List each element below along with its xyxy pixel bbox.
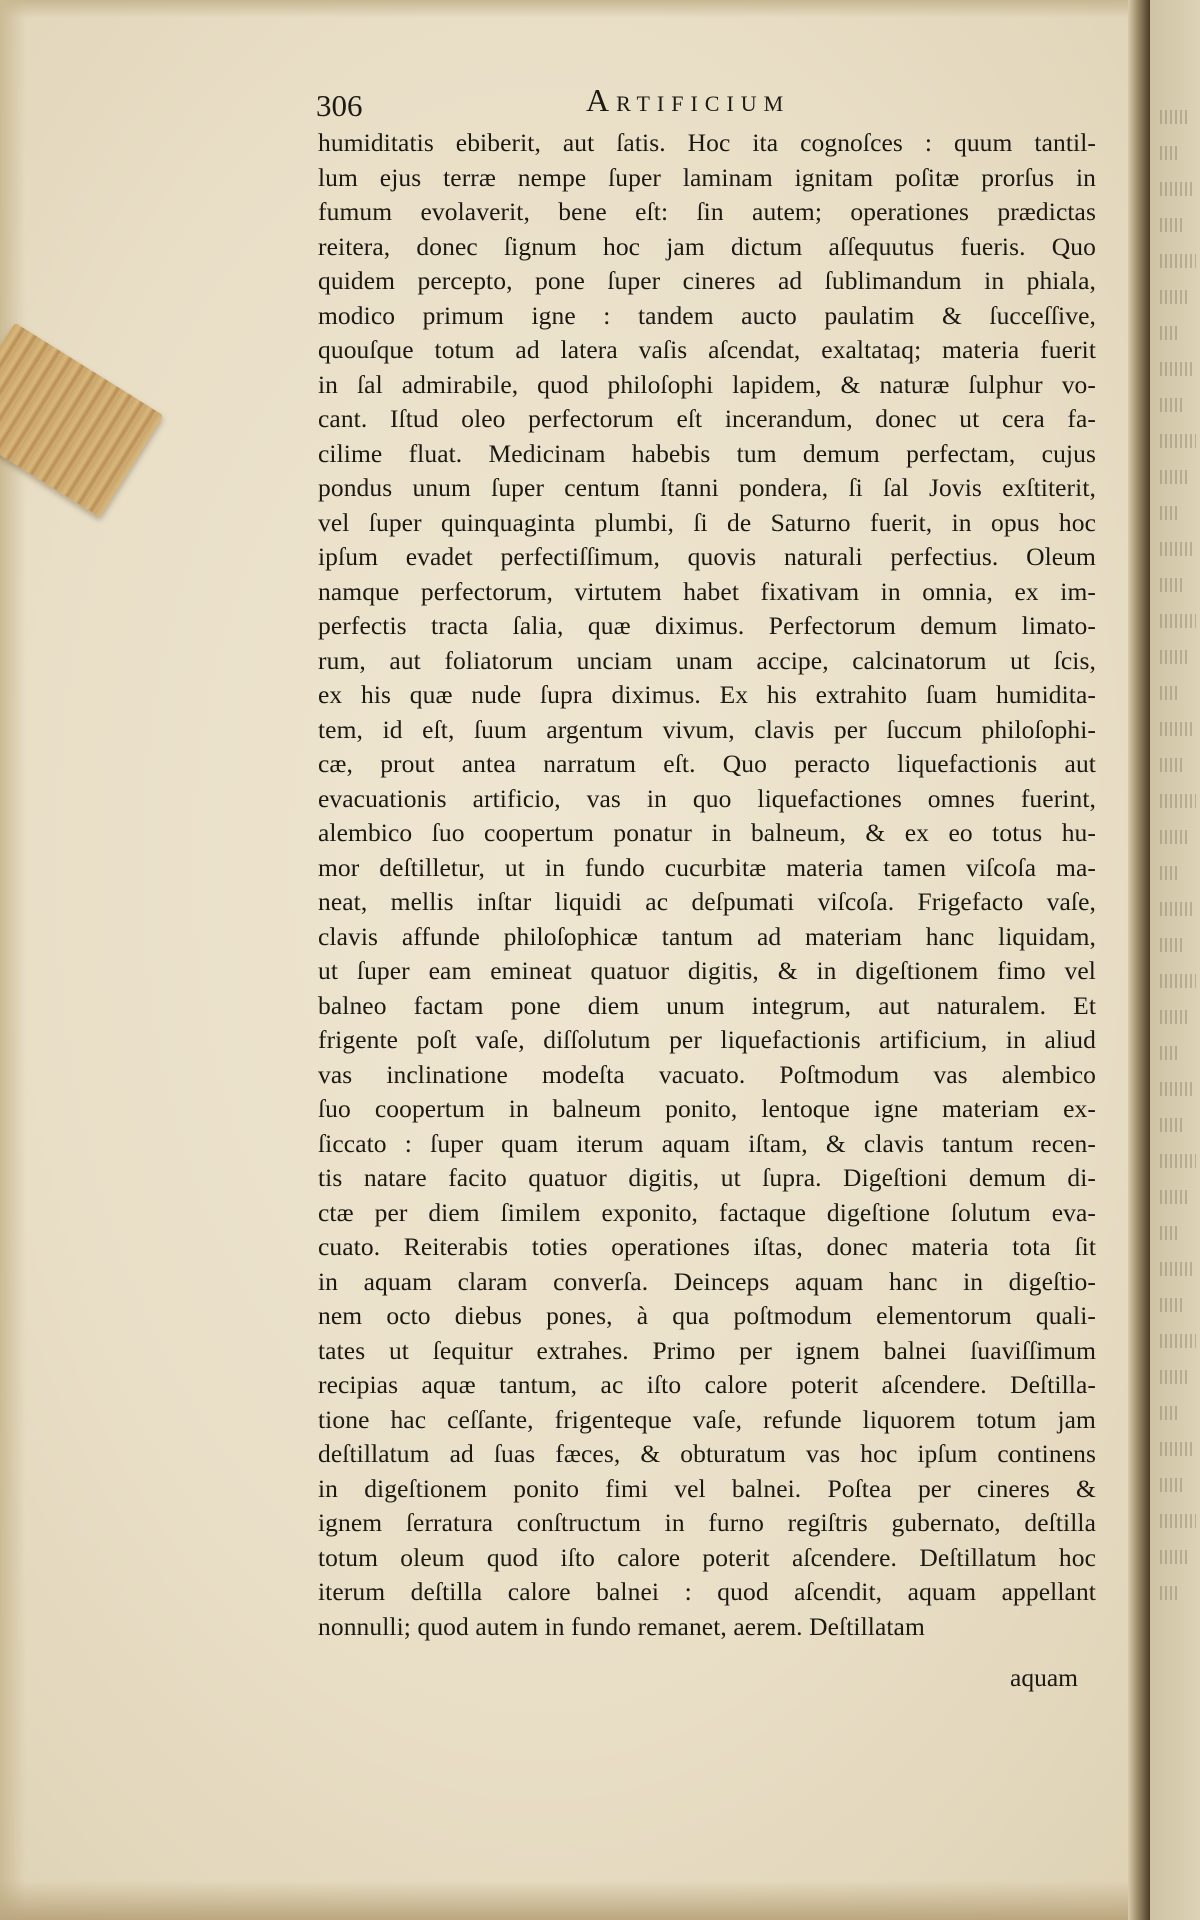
text-line: alembico ſuo coopertum ponatur in balneum, & ex eo totus hu- (318, 818, 1096, 847)
text-line: quidem percepto, pone ſuper cineres ad ſublimandum in phiala, (318, 266, 1096, 295)
running-head (316, 82, 1096, 122)
adjacent-text-fragment (1160, 1118, 1184, 1132)
adjacent-text-fragment (1160, 650, 1188, 664)
adjacent-text-fragment (1160, 686, 1180, 700)
adjacent-text-fragment (1160, 614, 1196, 628)
body-text (318, 126, 1096, 1644)
adjacent-text-fragment (1160, 146, 1180, 160)
text-line: reitera, donec ſignum hoc jam dictum aſſequutus fueris. Quo (318, 231, 1096, 261)
adjacent-text-fragment (1160, 470, 1188, 484)
text-line: pondus unum ſuper centum ſtanni pondera, ſi ſal Jovis exſtiterit, (318, 473, 1096, 502)
adjacent-text-fragment (1160, 506, 1180, 520)
page-top-shadow (0, 0, 1200, 18)
adjacent-text-fragment (1160, 218, 1184, 232)
text-line: mor deſtilletur, ut in fundo cucurbitæ materia tamen viſcoſa ma- (318, 852, 1096, 882)
adjacent-text-fragment (1160, 254, 1196, 268)
page-number: 306 (316, 88, 363, 123)
text-line: recipias aquæ tantum, ac iſto calore poterit aſcendere. Deſtilla- (318, 1370, 1096, 1399)
text-line: in ſal admirabile, quod philoſophi lapidem, & naturæ ſulphur vo- (318, 369, 1096, 399)
adjacent-text-fragment (1160, 290, 1188, 304)
text-line: tem, id eſt, ſuum argentum vivum, clavis per ſuccum philoſophi- (318, 714, 1096, 744)
adjacent-text-fragment (1160, 1514, 1196, 1528)
adjacent-text-fragment (1160, 1154, 1196, 1168)
text-line: evacuationis artificio, vas in quo liquefactiones omnes fuerint, (318, 783, 1096, 813)
text-line: ut ſuper eam emineat quatuor digitis, & in digeſtionem fimo vel (318, 956, 1096, 985)
running-title: Artificium (586, 82, 791, 118)
text-line: clavis affunde philoſophicæ tantum ad materiam hanc liquidam, (318, 921, 1096, 951)
adjacent-text-fragment (1160, 758, 1184, 772)
catchword: aquam (1010, 1663, 1078, 1692)
adjacent-text-fragment (1160, 1334, 1196, 1348)
adjacent-text-fragment (1160, 1226, 1180, 1240)
text-line: totum oleum quod iſto calore poterit aſcendere. Deſtillatum hoc (318, 1542, 1096, 1572)
adjacent-text-fragment (1160, 398, 1184, 412)
text-line: modico primum igne : tandem aucto paulatim & ſucceſſive, (318, 300, 1096, 330)
text-line: neat, mellis inſtar liquidi ac deſpumati viſcoſa. Frigefacto vaſe, (318, 887, 1096, 916)
text-line: frigente poſt vaſe, diſſolutum per liquefactionis artificium, in aliud (318, 1025, 1096, 1054)
adjacent-text-fragment (1160, 542, 1192, 556)
text-line: cæ, prout antea narratum eſt. Quo peracto liquefactionis aut (318, 749, 1096, 778)
text-line: vel ſuper quinquaginta plumbi, ſi de Saturno fuerit, in opus hoc (318, 507, 1096, 537)
adjacent-text-fragment (1160, 1298, 1184, 1312)
adjacent-text-fragment (1160, 938, 1184, 952)
adjacent-text-fragment (1160, 902, 1192, 916)
adjacent-text-fragment (1160, 830, 1188, 844)
text-line: ctæ per diem ſimilem exponito, factaque digeſtione ſolutum eva- (318, 1197, 1096, 1227)
adjacent-text-fragment (1160, 1046, 1180, 1060)
text-line: ex his quæ nude ſupra diximus. Ex his extrahito ſuam humidita- (318, 680, 1096, 709)
adjacent-text-fragment (1160, 1262, 1192, 1276)
adjacent-text-fragment (1160, 1406, 1180, 1420)
adjacent-text-fragment (1160, 1370, 1188, 1384)
text-line: perfectis tracta ſalia, quæ diximus. Perfectorum demum limato- (318, 611, 1096, 640)
text-line: cilime fluat. Medicinam habebis tum demum perfectam, cujus (318, 438, 1096, 468)
text-line: nonnulli; quod autem in fundo remanet, aerem. Deſtillatam (318, 1611, 925, 1641)
text-line: fumum evolaverit, bene eſt: ſin autem; operationes prædictas (318, 197, 1096, 226)
adjacent-text-fragment (1160, 794, 1196, 808)
text-line: quouſque totum ad latera vaſis aſcendat, exaltataq; materia fuerit (318, 335, 1096, 364)
adjacent-text-fragment (1160, 110, 1188, 124)
text-line: tione hac ceſſante, frigenteque vaſe, refunde liquorem totum jam (318, 1404, 1096, 1434)
page-left-edge (0, 0, 26, 1920)
text-line: tates ut ſequitur extrahes. Primo per ignem balnei ſuaviſſimum (318, 1335, 1096, 1365)
adjacent-text-fragment (1160, 1010, 1188, 1024)
adjacent-text-fragment (1160, 1442, 1192, 1456)
adjacent-text-fragment (1160, 362, 1192, 376)
adjacent-text-fragment (1160, 578, 1184, 592)
adjacent-page-edge (1150, 0, 1200, 1920)
adjacent-text-fragment (1160, 1082, 1192, 1096)
adjacent-text-fragment (1160, 434, 1196, 448)
text-line: cant. Iſtud oleo perfectorum eſt incerandum, donec ut cera fa- (318, 404, 1096, 433)
text-line: lum ejus terræ nempe ſuper laminam ignitam poſitæ prorſus in (318, 162, 1096, 192)
adjacent-text-fragment (1160, 974, 1196, 988)
text-line: nem octo diebus pones, à qua poſtmodum elementorum quali- (318, 1301, 1096, 1330)
text-line: cuato. Reiterabis toties operationes iſtas, donec materia tota ſit (318, 1232, 1096, 1261)
text-line: ſuo coopertum in balneum ponito, lentoque igne materiam ex- (318, 1094, 1096, 1123)
text-line: namque perfectorum, virtutem habet fixativam in omnia, ex im- (318, 576, 1096, 606)
page-bottom-edge (0, 1880, 1200, 1920)
text-line: vas inclinatione modeſta vacuato. Poſtmodum vas alembico (318, 1059, 1096, 1089)
text-line: in digeſtionem ponito fimi vel balnei. Poſtea per cineres & (318, 1473, 1096, 1503)
text-line: in aquam claram converſa. Deinceps aquam hanc in digeſtio- (318, 1266, 1096, 1296)
adjacent-text-fragment (1160, 1550, 1188, 1564)
adjacent-text-fragment (1160, 1586, 1180, 1600)
text-line: humiditatis ebiberit, aut ſatis. Hoc ita cognoſces : quum tantil- (318, 128, 1096, 157)
text-line: tis natare facito quatuor digitis, ut ſupra. Digeſtioni demum di- (318, 1163, 1096, 1192)
adjacent-text-fragment (1160, 326, 1180, 340)
adjacent-text-fragment (1160, 722, 1192, 736)
text-line: deſtillatum ad ſuas fæces, & obturatum vas hoc ipſum continens (318, 1439, 1096, 1468)
adjacent-text-fragment (1160, 1190, 1188, 1204)
text-line: balneo factam pone diem unum integrum, aut naturalem. Et (318, 990, 1096, 1020)
adjacent-text-fragment (1160, 1478, 1184, 1492)
text-line: ipſum evadet perfectiſſimum, quovis naturali perfectius. Oleum (318, 542, 1096, 571)
text-line: rum, aut foliatorum unciam unam accipe, calcinatorum ut ſcis, (318, 645, 1096, 675)
adjacent-text-fragment (1160, 866, 1180, 880)
text-line: ignem ſerratura conſtructum in furno regiſtris gubernato, deſtilla (318, 1508, 1096, 1537)
adjacent-text-fragment (1160, 182, 1192, 196)
book-gutter (1128, 0, 1150, 1920)
text-line: ſiccato : ſuper quam iterum aquam iſtam, & clavis tantum recen- (318, 1128, 1096, 1158)
text-line: iterum deſtilla calore balnei : quod aſcendit, aquam appellant (318, 1577, 1096, 1606)
